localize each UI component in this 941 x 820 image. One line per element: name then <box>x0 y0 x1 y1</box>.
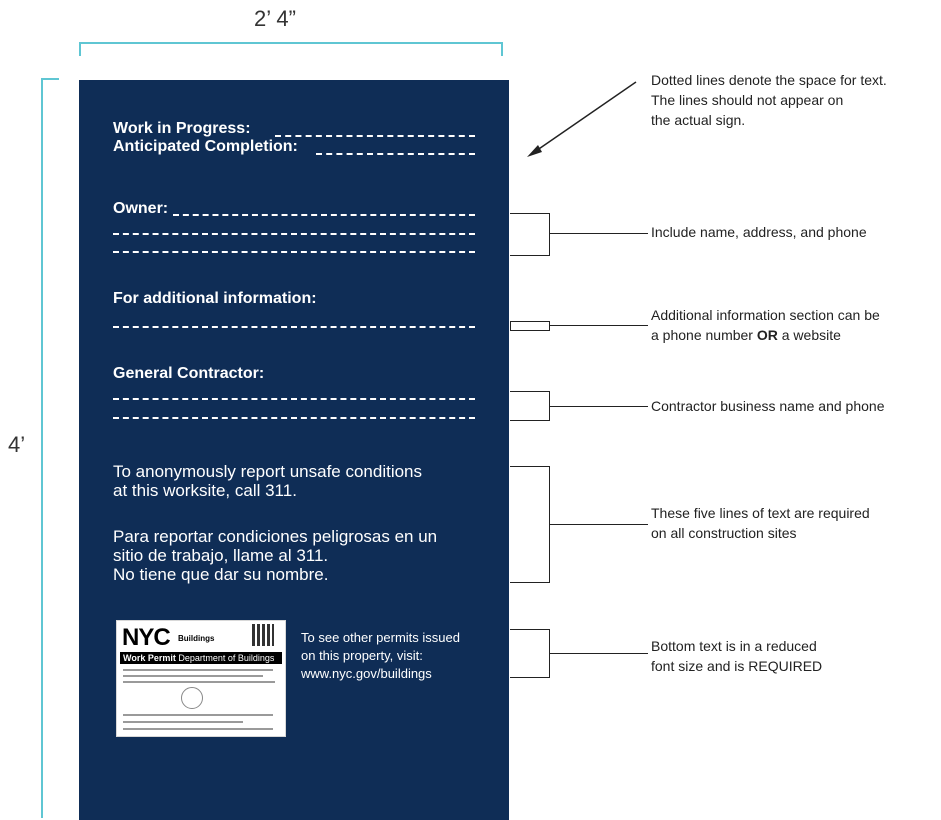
bottom-text-bracket <box>510 629 550 678</box>
owner-bracket <box>510 213 550 256</box>
nyc-logo: NYC <box>122 624 170 651</box>
info-connector <box>550 325 648 326</box>
buildings-label: Buildings <box>178 634 215 643</box>
work-in-progress-label: Work in Progress: <box>113 120 251 137</box>
general-contractor-label: General Contractor: <box>113 365 265 382</box>
required-text-bracket <box>510 466 550 583</box>
width-dimension-label: 2’ 4” <box>254 6 296 31</box>
contractor-note: Contractor business name and phone <box>651 398 885 414</box>
dotted-lines-note: Dotted lines denote the space for text. The lines should not appear on the actual sign. <box>651 72 887 128</box>
work-permit-title: Work Permit <box>123 653 176 663</box>
report-es-line-2: sitio de trabajo, llame al 311. <box>113 546 329 565</box>
contractor-bracket <box>510 391 550 421</box>
bottom-text-note: Bottom text is in a reduced font size and is REQUIRED <box>651 638 823 674</box>
report-es-line-1: Para reportar condiciones peligrosas en un <box>113 527 438 546</box>
owner-connector <box>550 233 648 234</box>
info-bracket <box>510 321 550 331</box>
report-es-line-3: No tiene que dar su nombre. <box>113 565 329 584</box>
required-connector <box>550 524 648 525</box>
owner-label: Owner: <box>113 200 169 217</box>
additional-info-label: For additional information: <box>113 290 317 307</box>
additional-info-note: Additional information section can be a phone number OR a website <box>651 307 880 343</box>
report-en-line-1: To anonymously report unsafe conditions <box>113 462 423 481</box>
anticipated-completion-label: Anticipated Completion: <box>113 138 298 155</box>
owner-note: Include name, address, and phone <box>651 224 867 240</box>
department-label: Department of Buildings <box>178 653 275 663</box>
height-dimension-label: 4’ <box>8 432 26 457</box>
report-en-line-2: at this worksite, call 311. <box>113 481 297 500</box>
required-text-note: These five lines of text are required on all construction sites <box>651 505 870 541</box>
bottom-connector <box>550 653 648 654</box>
permit-info-line-2: on this property, visit: <box>301 648 423 663</box>
permit-info-line-1: To see other permits issued <box>301 630 460 645</box>
contractor-connector <box>550 406 648 407</box>
permit-info-line-3: www.nyc.gov/buildings <box>301 666 432 681</box>
